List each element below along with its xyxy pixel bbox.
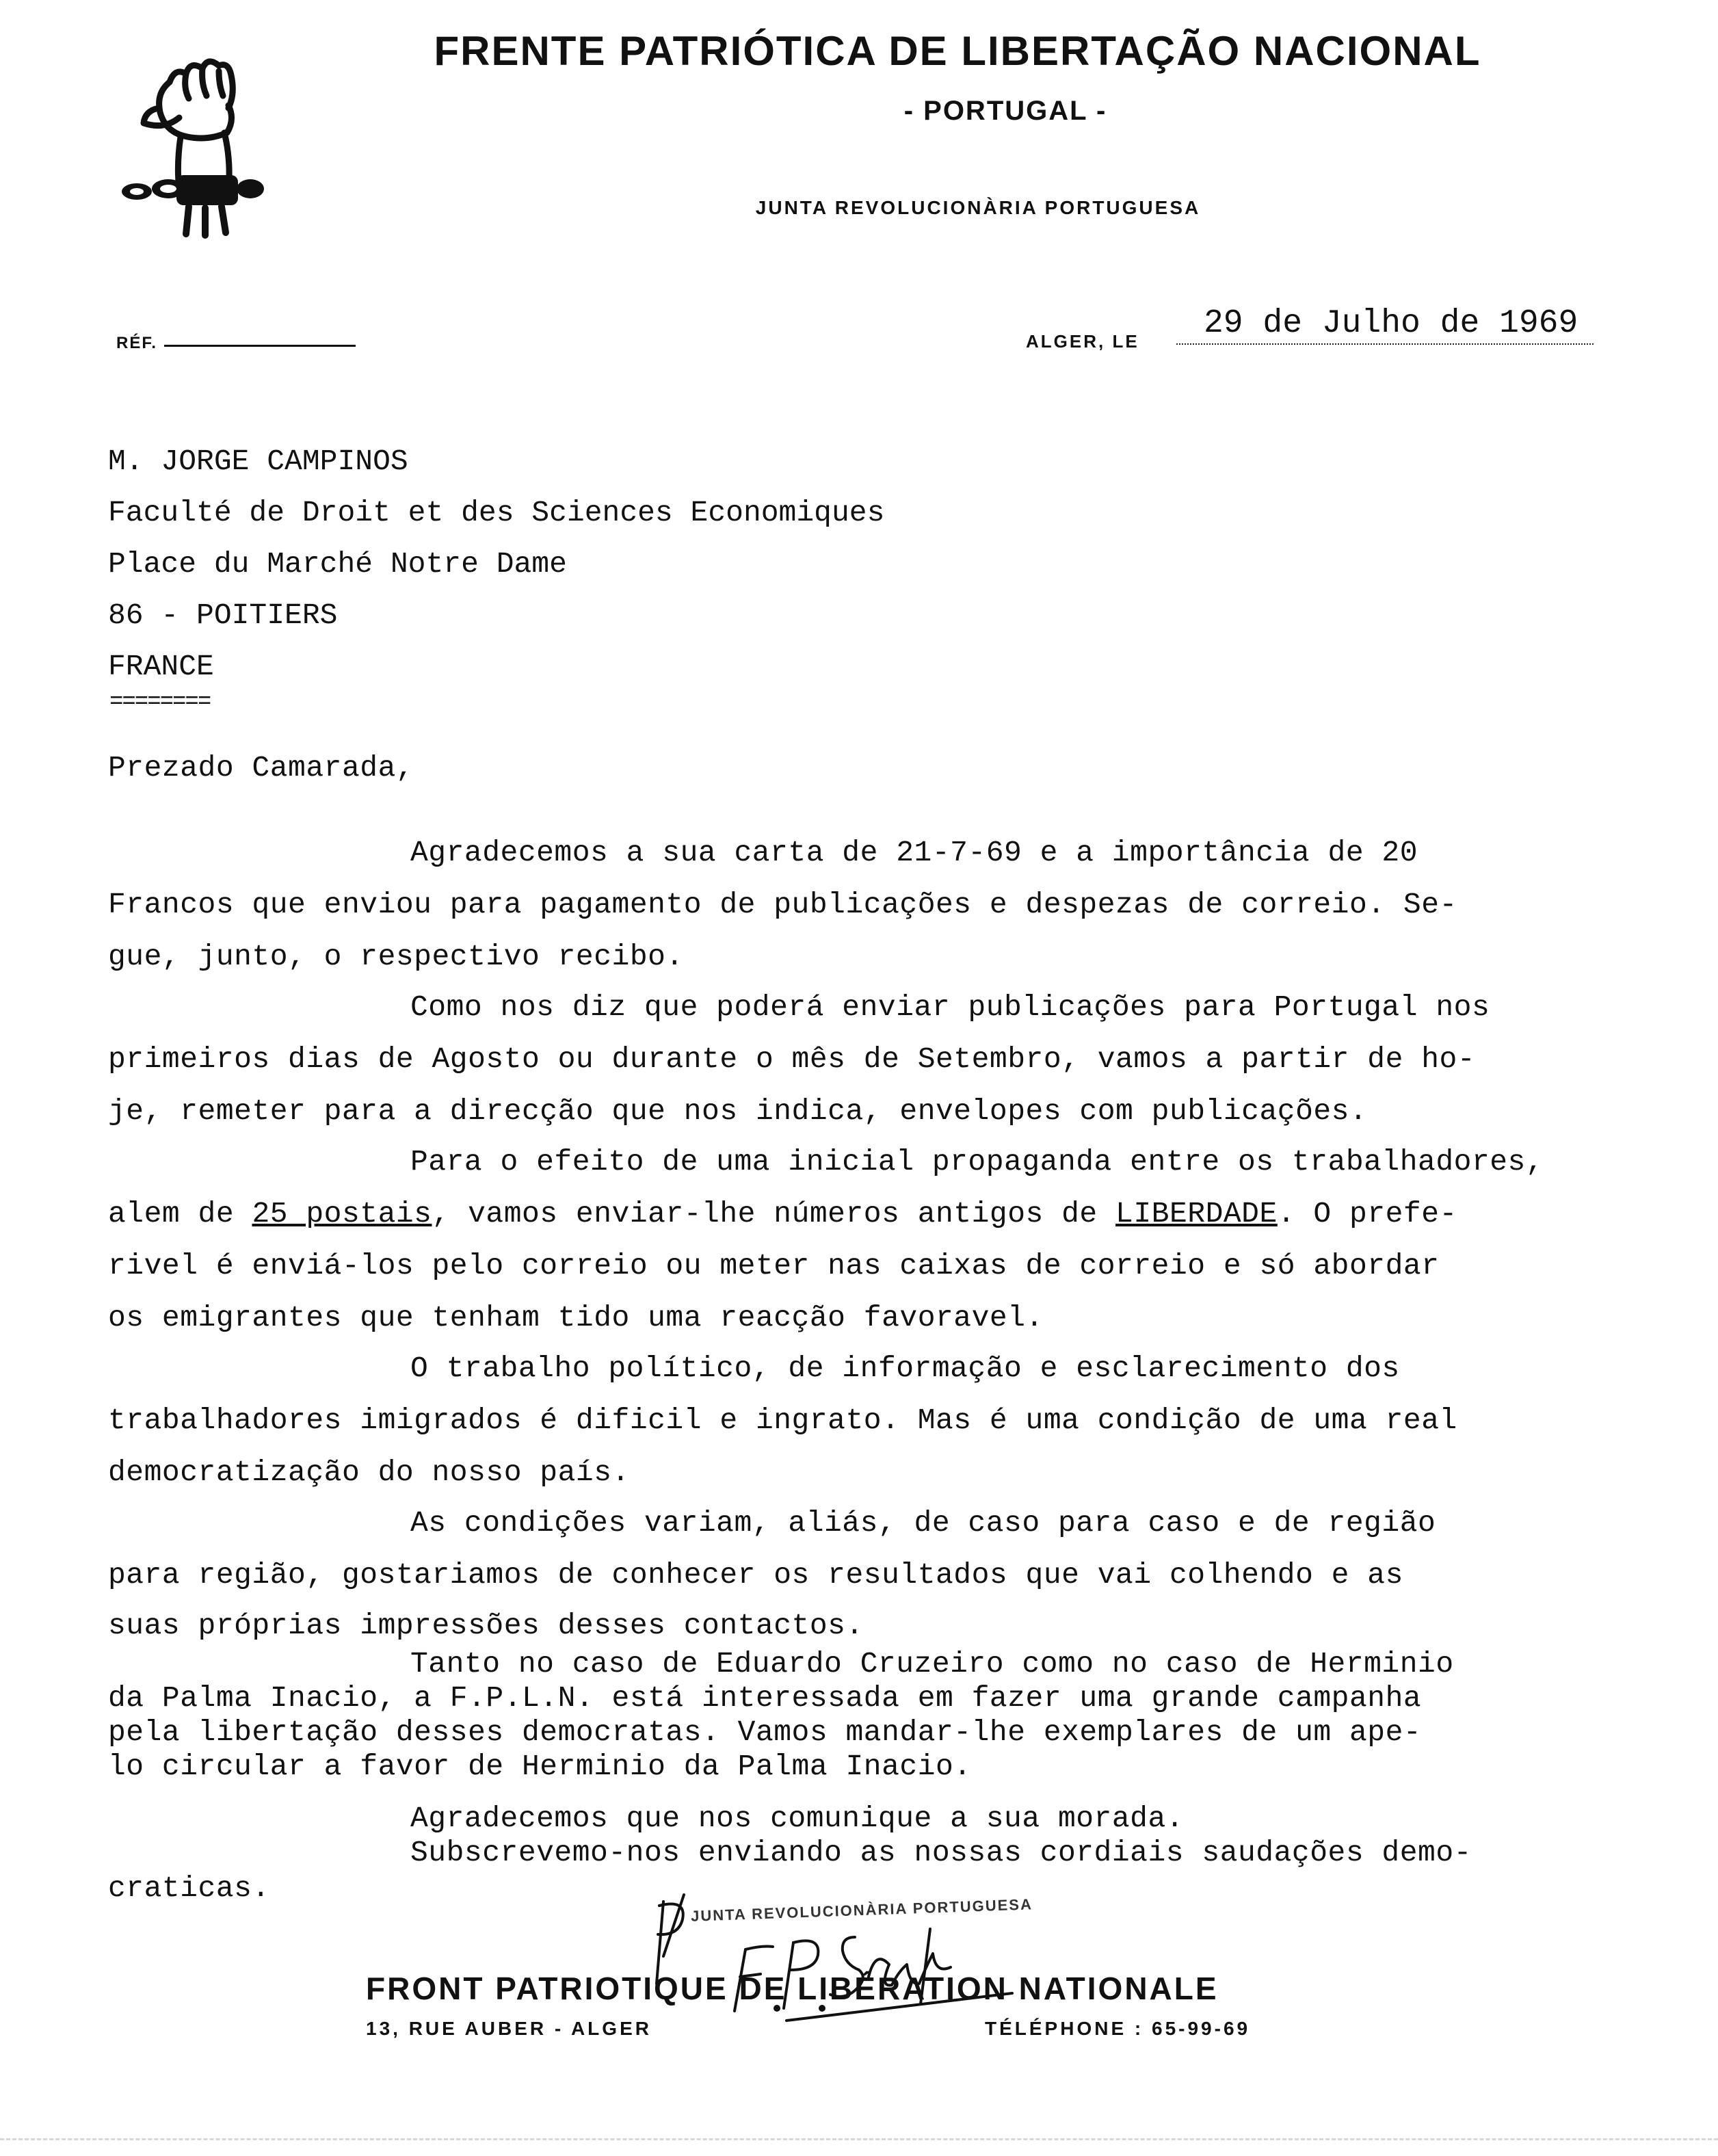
body-line: Para o efeito de uma inicial propaganda entre os trabalhadores, <box>410 1145 1544 1179</box>
body-line <box>108 1197 1457 1231</box>
org-country: - PORTUGAL - <box>903 96 1107 126</box>
junta-stamp: JUNTA REVOLUCIONÀRIA PORTUGUESA <box>690 1895 1033 1925</box>
footer-address: 13, RUE AUBER - ALGER <box>366 2018 652 2039</box>
ref-label: RÉF. <box>116 334 158 352</box>
org-subtitle: JUNTA REVOLUCIONÀRIA PORTUGUESA <box>755 197 1201 218</box>
body-text: . O prefe- <box>1277 1197 1457 1231</box>
body-line: Agradecemos a sua carta de 21-7-69 e a importância de 20 <box>410 836 1418 869</box>
ref-rule <box>164 345 356 347</box>
letter-date: 29 de Julho de 1969 <box>1204 305 1578 342</box>
salutation: Prezado Camarada, <box>108 751 414 785</box>
body-line: suas próprias impressões desses contactos. <box>108 1609 864 1642</box>
body-line: je, remeter para a direcção que nos indica, envelopes com publicações. <box>108 1094 1368 1128</box>
handwritten-signature <box>643 1874 1026 2038</box>
date-rule <box>1176 343 1594 345</box>
body-line: Agradecemos que nos comunique a sua morada. <box>410 1802 1185 1835</box>
recipient-line3: 86 - POITIERS <box>108 599 338 632</box>
body-line: pela libertação desses democratas. Vamos mandar-lhe exemplares de um ape- <box>108 1715 1422 1749</box>
place-label: ALGER, LE <box>1026 331 1139 352</box>
liberdade-title: LIBERDADE <box>1115 1197 1278 1231</box>
footer-phone: TÉLÉPHONE : 65-99-69 <box>985 2018 1251 2039</box>
body-text: alem de <box>108 1197 252 1231</box>
body-line: Tanto no caso de Eduardo Cruzeiro como no caso de Herminio <box>410 1647 1454 1681</box>
body-line: para região, gostariamos de conhecer os resultados que vai colhendo e as <box>108 1558 1403 1592</box>
recipient-line2: Place du Marché Notre Dame <box>108 547 567 581</box>
body-line: democratização do nosso país. <box>108 1456 630 1489</box>
body-line: As condições variam, aliás, de caso para caso e de região <box>410 1506 1436 1540</box>
raised-fist-broken-chain-icon <box>109 55 287 239</box>
body-line: Como nos diz que poderá enviar publicações para Portugal nos <box>410 990 1490 1024</box>
recipient-line1: Faculté de Droit et des Sciences Economiques <box>108 496 885 529</box>
recipient-underline: ======== <box>109 689 211 715</box>
body-line: lo circular a favor de Herminio da Palma Inacio. <box>108 1750 972 1783</box>
scan-edge-rule <box>0 2138 1718 2140</box>
body-line: craticas. <box>108 1871 270 1905</box>
recipient-country: FRANCE <box>108 650 214 683</box>
recipient-name: M. JORGE CAMPINOS <box>108 445 408 478</box>
body-line: trabalhadores imigrados é dificil e ingrato. Mas é uma condição de uma real <box>108 1404 1457 1437</box>
body-line: primeiros dias de Agosto ou durante o mês de Setembro, vamos a partir de ho- <box>108 1042 1476 1076</box>
body-line: os emigrantes que tenham tido uma reacção favoravel. <box>108 1301 1044 1335</box>
body-text: , vamos enviar-lhe números antigos de <box>432 1197 1116 1231</box>
body-line: gue, junto, o respectivo recibo. <box>108 940 684 973</box>
body-line: Francos que enviou para pagamento de publicações e despezas de correio. Se- <box>108 888 1457 921</box>
footer-org-name: FRONT PATRIOTIQUE DE LIBÉRATION NATIONALE <box>366 1971 1219 2006</box>
postais-count: 25 postais <box>252 1197 432 1231</box>
body-line: da Palma Inacio, a F.P.L.N. está interessada em fazer uma grande campanha <box>108 1681 1422 1715</box>
org-name: FRENTE PATRIÓTICA DE LIBERTAÇÃO NACIONAL <box>434 28 1481 74</box>
body-line: rivel é enviá-los pelo correio ou meter nas caixas de correio e só abordar <box>108 1249 1440 1283</box>
body-line: O trabalho político, de informação e esclarecimento dos <box>410 1352 1400 1385</box>
body-line: Subscrevemo-nos enviando as nossas cordiais saudações demo- <box>410 1836 1472 1869</box>
